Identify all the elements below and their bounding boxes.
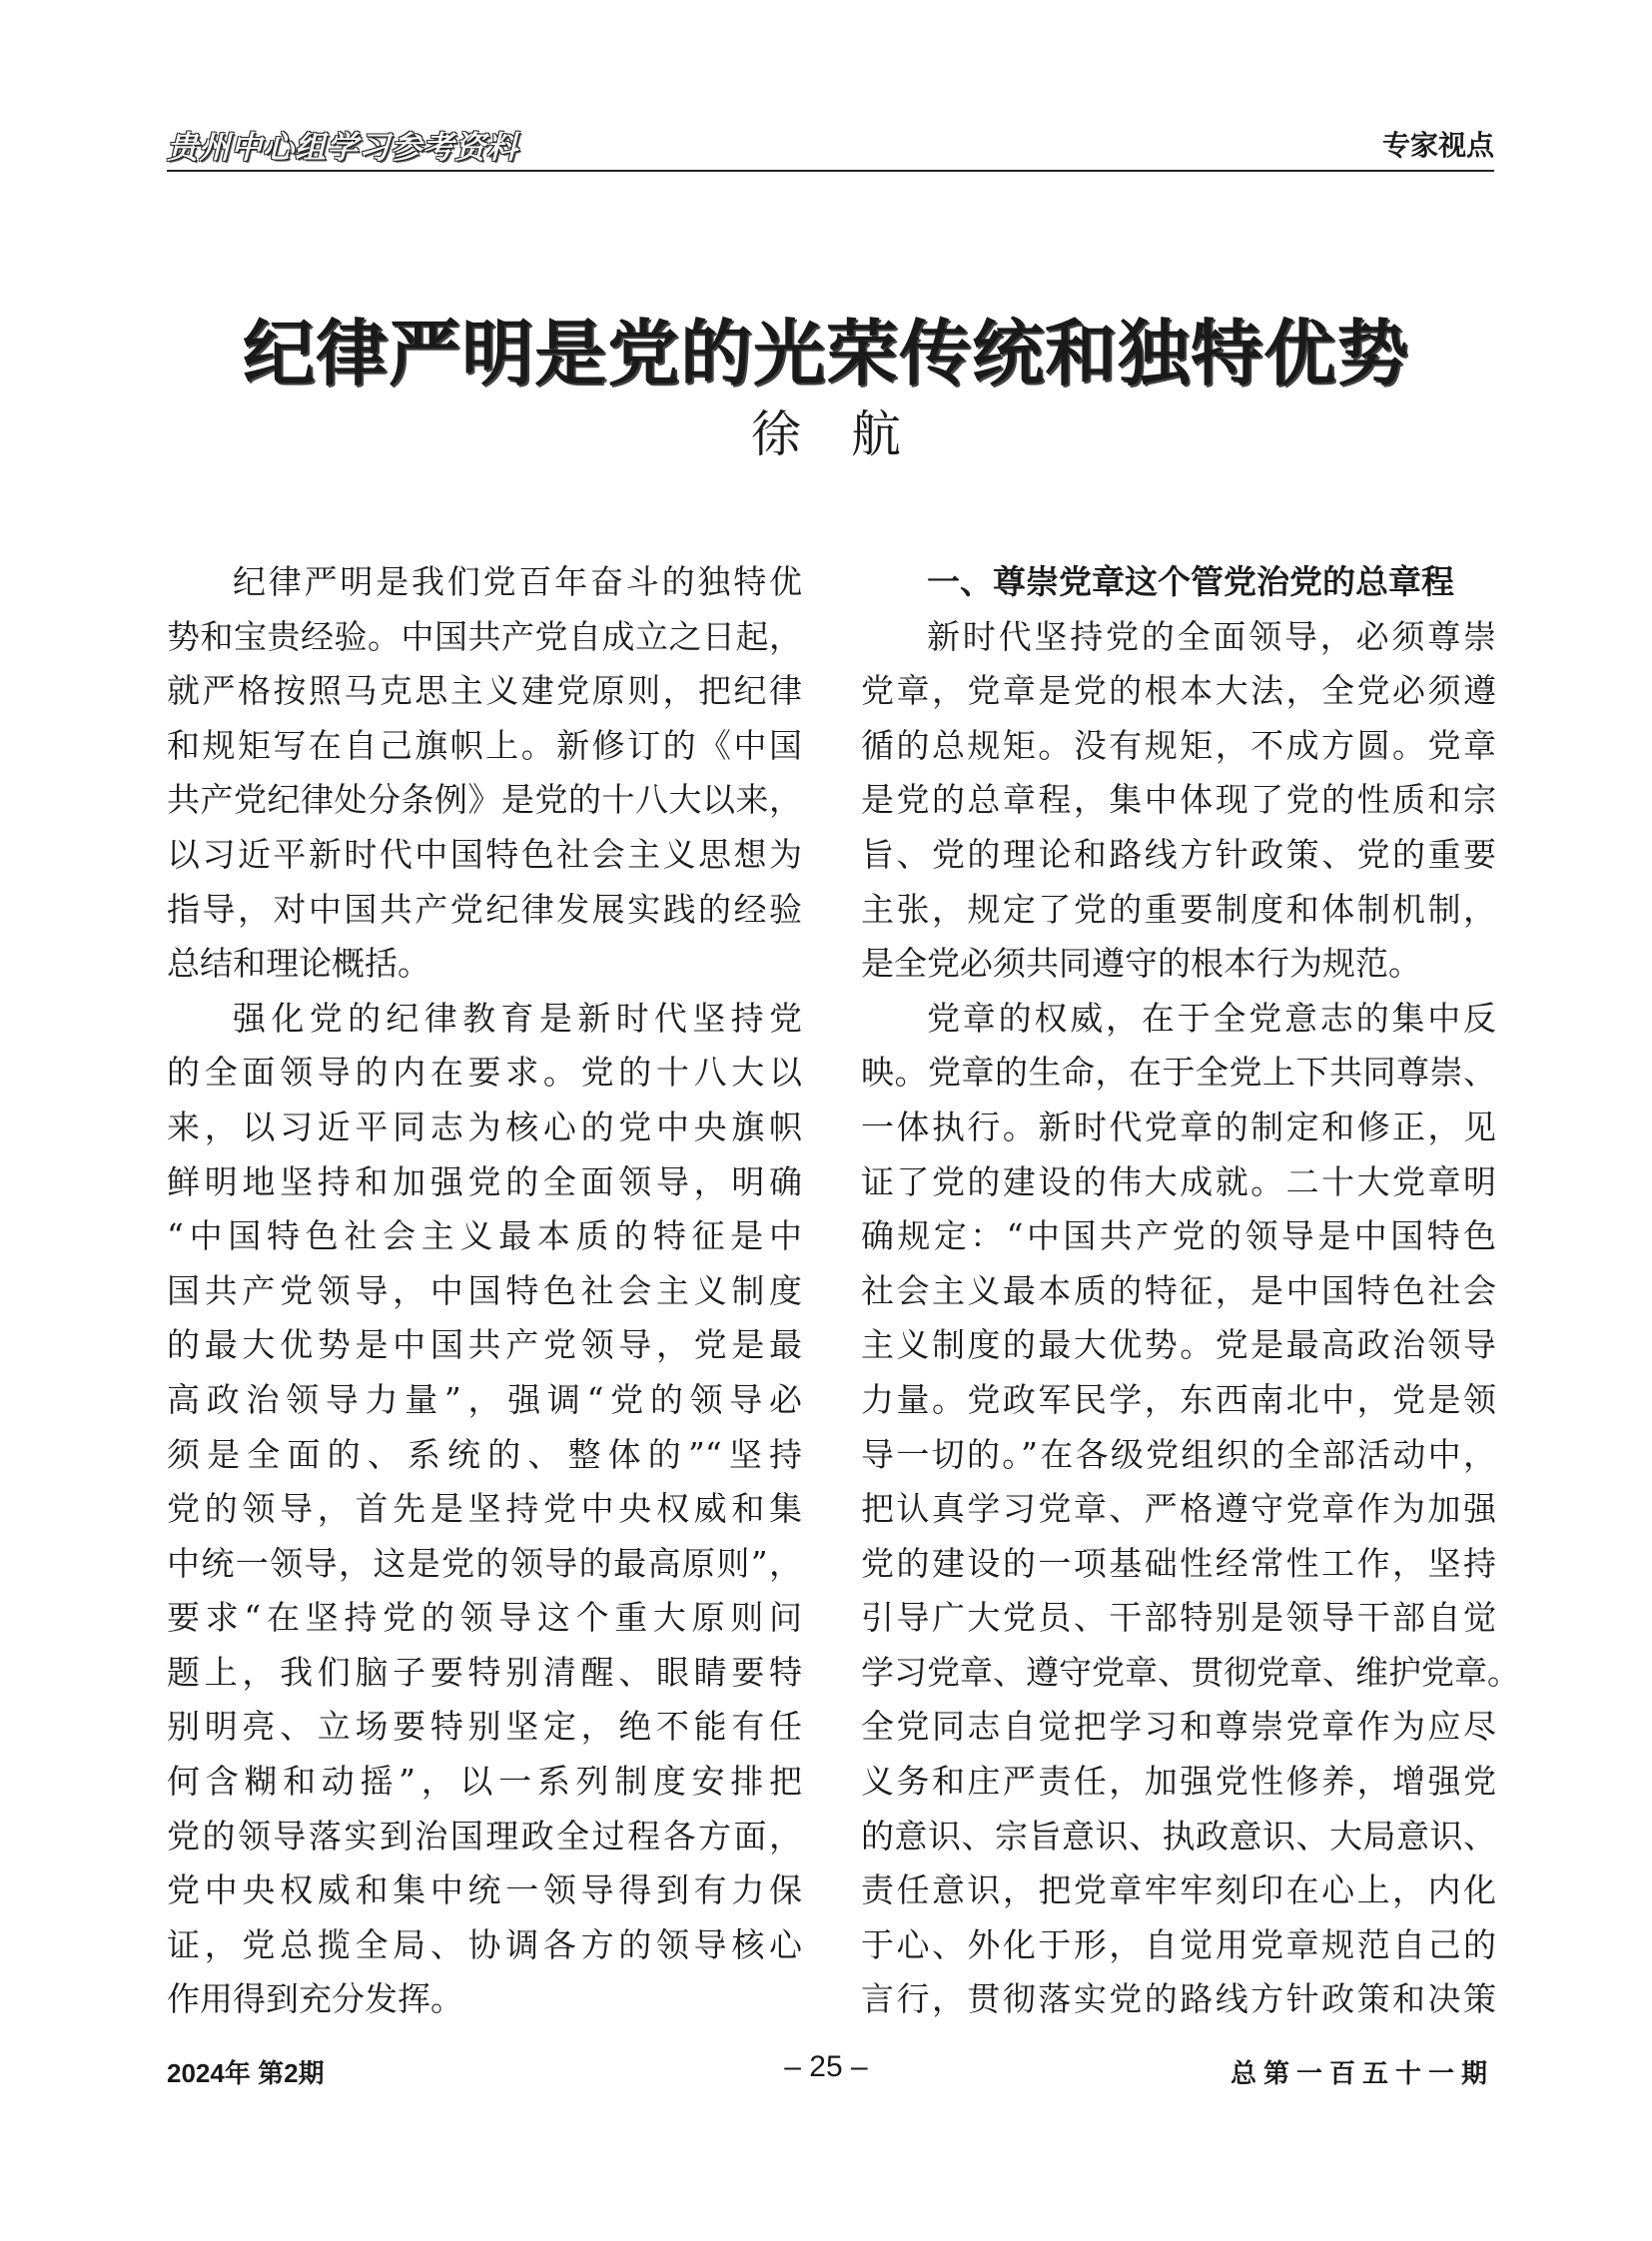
text-line: 循的总规矩。没有规矩，不成方圆。党章 — [861, 725, 1496, 765]
article-title: 纪律严明是党的光荣传统和独特优势 — [242, 312, 1409, 395]
text-line: 责任意识，把党章牢牢刻印在心上，内化 — [861, 1870, 1496, 1910]
text-line: 的最大优势是中国共产党领导，党是最 — [167, 1325, 802, 1365]
text-line: 中统一领导，这是党的领导的最高原则”， — [167, 1543, 802, 1583]
text-line: 须是全面的、系统的、整体的”“坚持 — [167, 1434, 802, 1474]
left-column — [167, 555, 802, 2027]
text-line: 党的领导，首先是坚持党中央权威和集 — [167, 1489, 802, 1529]
text-line: 证，党总揽全局、协调各方的领导核心 — [167, 1924, 802, 1964]
text-line: 别明亮、立场要特别坚定，绝不能有任 — [167, 1707, 802, 1747]
issue-label: 2024年 第2期 — [167, 2058, 325, 2088]
text-line: 来，以习近平同志为核心的党中央旗帜 — [167, 1107, 802, 1146]
text-line: 鲜明地坚持和加强党的全面领导，明确 — [167, 1161, 802, 1201]
text-line: 一体执行。新时代党章的制定和修正，见 — [861, 1107, 1496, 1146]
text-line: 就严格按照马克思主义建党原则，把纪律 — [167, 671, 802, 711]
total-issue-label: 总第一百五十一期 — [1230, 2058, 1494, 2088]
text-line: 是全党必须共同遵守的根本行为规范。 — [861, 944, 1421, 984]
text-line: 势和宝贵经验。中国共产党自成立之日起， — [167, 616, 802, 656]
text-line: 是党的总章程，集中体现了党的性质和宗 — [861, 780, 1496, 820]
paragraph — [167, 992, 802, 2027]
text-line: 社会主义最本质的特征，是中国特色社会 — [861, 1270, 1496, 1310]
text-line: 强化党的纪律教育是新时代坚持党 — [233, 998, 802, 1038]
text-line: 题上，我们脑子要特别清醒、眼睛要特 — [167, 1652, 802, 1692]
text-line: 旨、党的理论和路线方针政策、党的重要 — [861, 834, 1496, 874]
text-line: 纪律严明是我们党百年奋斗的独特优 — [233, 562, 802, 601]
text-line: 和规矩写在自己旗帜上。新修订的《中国 — [167, 725, 802, 765]
text-line: 要求“在坚持党的领导这个重大原则问 — [167, 1598, 802, 1638]
text-line: 何含糊和动摇”，以一系列制度安排把 — [167, 1762, 802, 1802]
text-line: 作用得到充分发挥。 — [167, 1979, 463, 2019]
article-author: 徐 航 — [751, 405, 901, 463]
text-line: 于心、外化于形，自觉用党章规范自己的 — [861, 1924, 1496, 1964]
text-line: 党的领导落实到治国理政全过程各方面， — [167, 1816, 802, 1856]
text-line: 党的建设的一项基础性经常性工作，坚持 — [861, 1543, 1496, 1583]
text-line: 国共产党领导，中国特色社会主义制度 — [167, 1270, 802, 1310]
text-line: 的意识、宗旨意识、执政意识、大局意识、 — [861, 1816, 1496, 1856]
text-line: 全党同志自觉把学习和尊崇党章作为应尽 — [861, 1707, 1496, 1747]
text-line: 把认真学习党章、严格遵守党章作为加强 — [861, 1489, 1496, 1529]
text-line: 指导，对中国共产党纪律发展实践的经验 — [167, 889, 802, 929]
text-line: 主义制度的最大优势。党是最高政治领导 — [861, 1325, 1496, 1365]
text-line: 证了党的建设的伟大成就。二十大党章明 — [861, 1161, 1496, 1201]
text-line: 党中央权威和集中统一领导得到有力保 — [167, 1870, 802, 1910]
publication-name: 贵州中心组学习参考资料 — [167, 130, 518, 166]
text-line: 共产党纪律处分条例》是党的十八大以来， — [167, 780, 802, 820]
text-line: 总结和理论概括。 — [167, 944, 430, 984]
text-line: 言行，贯彻落实党的路线方针政策和决策 — [861, 1979, 1496, 2019]
header-divider — [167, 170, 1494, 172]
text-line: 的全面领导的内在要求。党的十八大以 — [167, 1053, 802, 1093]
section-heading: 一、尊崇党章这个管党治党的总章程 — [927, 562, 1454, 601]
paragraph — [167, 555, 802, 992]
text-line: 党章的权威，在于全党意志的集中反 — [927, 998, 1496, 1038]
text-line: 确规定：“中国共产党的领导是中国特色 — [861, 1216, 1496, 1256]
text-line: 导一切的。”在各级党组织的全部活动中， — [861, 1434, 1496, 1474]
text-line: 主张，规定了党的重要制度和体制机制， — [861, 889, 1496, 929]
text-line: 党章，党章是党的根本大法，全党必须遵 — [861, 671, 1496, 711]
paragraph — [861, 992, 1520, 2027]
text-line: 新时代坚持党的全面领导，必须尊崇 — [927, 616, 1496, 656]
text-line: “中国特色社会主义最本质的特征是中 — [167, 1216, 802, 1256]
paragraph — [861, 610, 1496, 992]
text-line: 以习近平新时代中国特色社会主义思想为 — [167, 834, 802, 874]
section-name: 专家视点 — [1381, 129, 1494, 162]
right-column — [861, 555, 1520, 2027]
text-line: 学习党章、遵守党章、贯彻党章、维护党章。 — [861, 1652, 1520, 1692]
page-number: – 25 – — [784, 2050, 868, 2083]
text-line: 义务和庄严责任，加强党性修养，增强党 — [861, 1762, 1496, 1802]
text-line: 高政治领导力量”，强调“党的领导必 — [167, 1379, 802, 1419]
text-line: 映。党章的生命，在于全党上下共同尊崇、 — [861, 1053, 1496, 1093]
text-line: 力量。党政军民学，东西南北中，党是领 — [861, 1379, 1496, 1419]
text-line: 引导广大党员、干部特别是领导干部自觉 — [861, 1598, 1496, 1638]
